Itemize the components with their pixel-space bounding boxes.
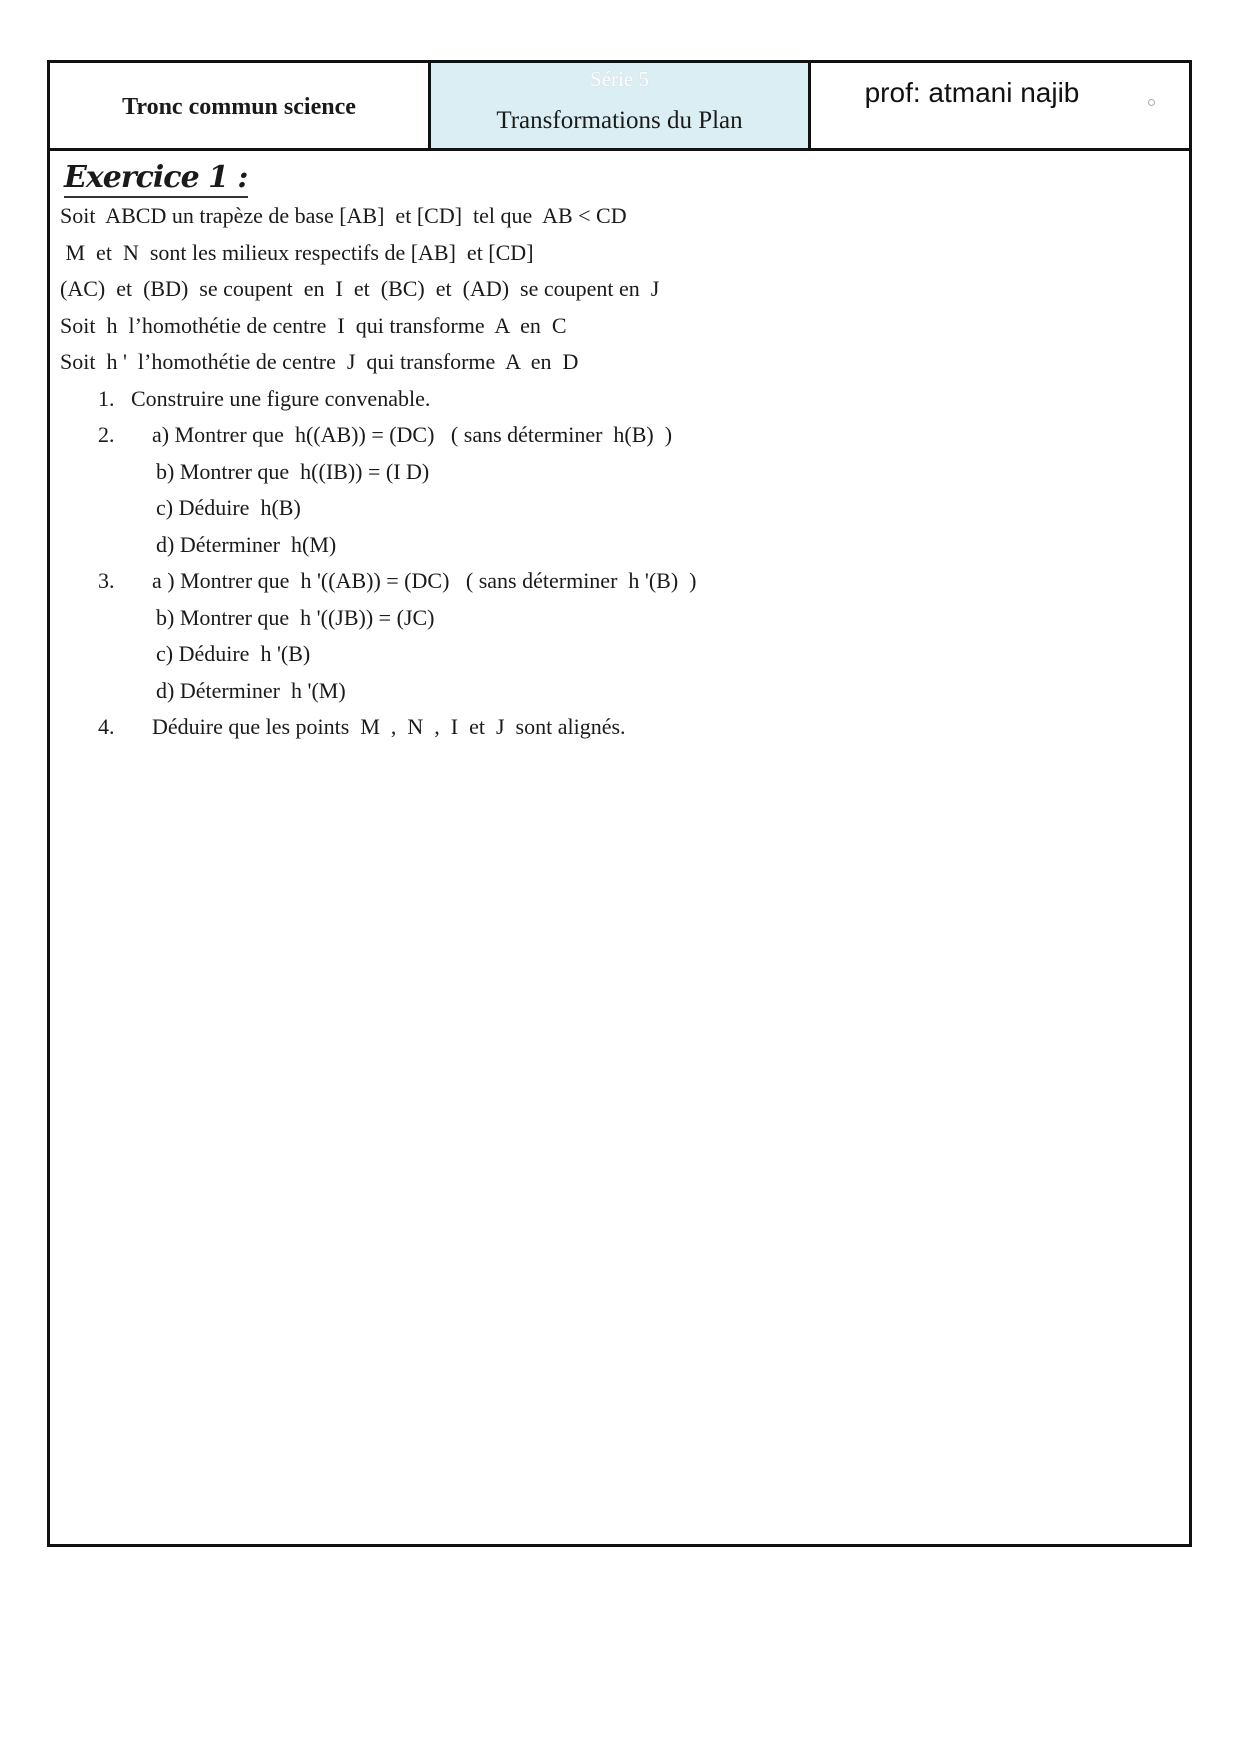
question-number: 4. [98,714,115,739]
intro-line: (AC) et (BD) se coupent en I et (BC) et (AD) se coupent en J [60,276,660,301]
scan-artifact-dot-icon [1148,99,1155,106]
sub-question: d) Déterminer h '(M) [156,677,346,703]
worksheet-frame [47,60,1192,1547]
question-number: 1. [98,385,115,411]
question-text: Déduire que les points M , N , I et J sont alignés. [152,714,626,739]
sub-question: b) Montrer que h((IB)) = (I D) [156,458,430,484]
exercise-content [60,161,1179,746]
question-4 [60,709,1179,746]
question-number: 2. [98,422,115,447]
exercise-title: Exercice 1 : [64,161,248,198]
question-text: Construire une figure convenable. [131,385,431,411]
level-label: Tronc commun science [122,94,356,120]
intro-line: Soit ABCD un trapèze de base [AB] et [CD] tel que AB < CD [60,203,627,228]
sub-question: d) Déterminer h(M) [156,531,337,557]
intro-line: Soit h l’homothétie de centre I qui transforme A en C [60,312,567,338]
level-cell [50,63,431,148]
question-text: a ) Montrer que h '((AB)) = (DC) ( sans déterminer h '(B) ) [152,568,697,593]
question-number: 3. [98,568,115,593]
question-text: a) Montrer que h((AB)) = (DC) ( sans déterminer h(B) ) [152,422,673,447]
sub-question: c) Déduire h(B) [156,495,301,520]
intro-line: M et N sont les milieux respectifs de [AB] et [CD] [60,239,534,265]
chapter-title: Transformations du Plan [496,107,743,134]
chapter-cell [431,63,811,148]
intro-line: Soit h ' l’homothétie de centre J qui transforme A en D [60,349,579,374]
teacher-name: prof: atmani najib [864,77,1080,108]
teacher-cell [811,63,1189,148]
question-1 [60,381,1179,418]
series-label: Série 5 [590,67,649,91]
sub-question: c) Déduire h '(B) [156,641,311,666]
header-table [50,63,1189,151]
question-2 [60,417,1179,454]
question-3 [60,563,1179,600]
sub-question: b) Montrer que h '((JB)) = (JC) [156,604,435,630]
